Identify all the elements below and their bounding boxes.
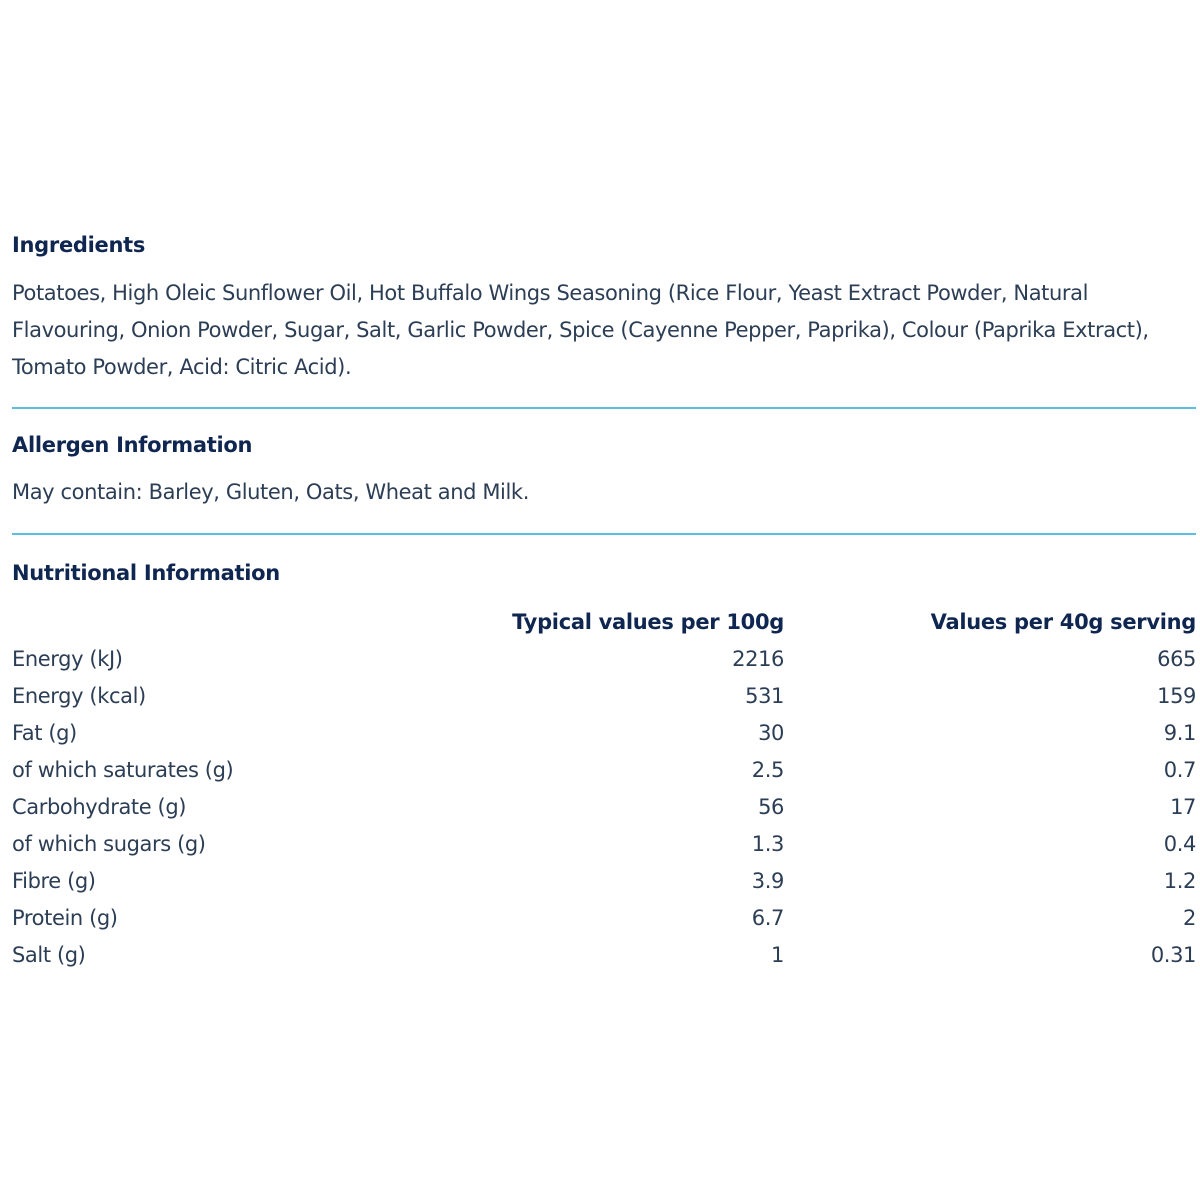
table-row [12,862,1196,899]
column-header-per-100g: Typical values per 100g [512,609,784,634]
value-per-100g: 6.7 [751,905,784,930]
nutrient-label: Protein (g) [12,905,118,930]
allergen-text: May contain: Barley, Gluten, Oats, Wheat and Milk. [12,480,529,504]
value-per-serving: 665 [1157,646,1196,671]
nutrition-section [12,535,1196,973]
nutrient-label: Energy (kJ) [12,646,123,671]
value-per-100g: 2216 [732,646,784,671]
column-header-per-serving: Values per 40g serving [930,609,1196,634]
value-per-serving: 159 [1157,683,1196,708]
value-per-100g: 56 [758,794,784,819]
product-info-panel [12,228,1196,973]
table-row [12,788,1196,825]
nutrient-label: Salt (g) [12,942,86,967]
table-row [12,899,1196,936]
value-per-serving: 0.4 [1163,831,1196,856]
ingredients-heading: Ingredients [12,233,146,257]
table-row [12,825,1196,862]
nutrient-label: Energy (kcal) [12,683,146,708]
table-row [12,751,1196,788]
value-per-100g: 2.5 [751,757,784,782]
value-per-serving: 2 [1183,905,1196,930]
nutrient-label: Carbohydrate (g) [12,794,187,819]
value-per-100g: 531 [745,683,784,708]
ingredients-section [12,228,1196,386]
nutrition-heading: Nutritional Information [12,561,280,585]
value-per-100g: 1.3 [751,831,784,856]
value-per-serving: 17 [1170,794,1196,819]
nutrient-label: Fat (g) [12,720,77,745]
table-row [12,640,1196,677]
ingredients-text: Potatoes, High Oleic Sunflower Oil, Hot Buffalo Wings Seasoning (Rice Flour, Yeast Extract Powder, Natural Flavouring, Onion Powder, Sugar, Salt, Garlic Powder, Spice (Cayenne Pepper, Paprika), Colour (Paprika Extract), Tomato Powder, Acid: Citric Acid). [12,281,1149,379]
table-row [12,677,1196,714]
value-per-serving: 0.31 [1150,942,1196,967]
value-per-serving: 9.1 [1163,720,1196,745]
allergen-heading: Allergen Information [12,433,253,457]
nutrition-header-row [12,603,1196,640]
table-row [12,936,1196,973]
value-per-serving: 0.7 [1163,757,1196,782]
value-per-serving: 1.2 [1163,868,1196,893]
value-per-100g: 3.9 [751,868,784,893]
nutrition-table [12,603,1196,973]
nutrient-label: Fibre (g) [12,868,96,893]
table-row [12,714,1196,751]
nutrient-label: of which saturates (g) [12,757,234,782]
value-per-100g: 30 [758,720,784,745]
column-header-nutrient [12,603,432,640]
nutrient-label: of which sugars (g) [12,831,206,856]
allergen-section [12,409,1196,511]
value-per-100g: 1 [771,942,784,967]
